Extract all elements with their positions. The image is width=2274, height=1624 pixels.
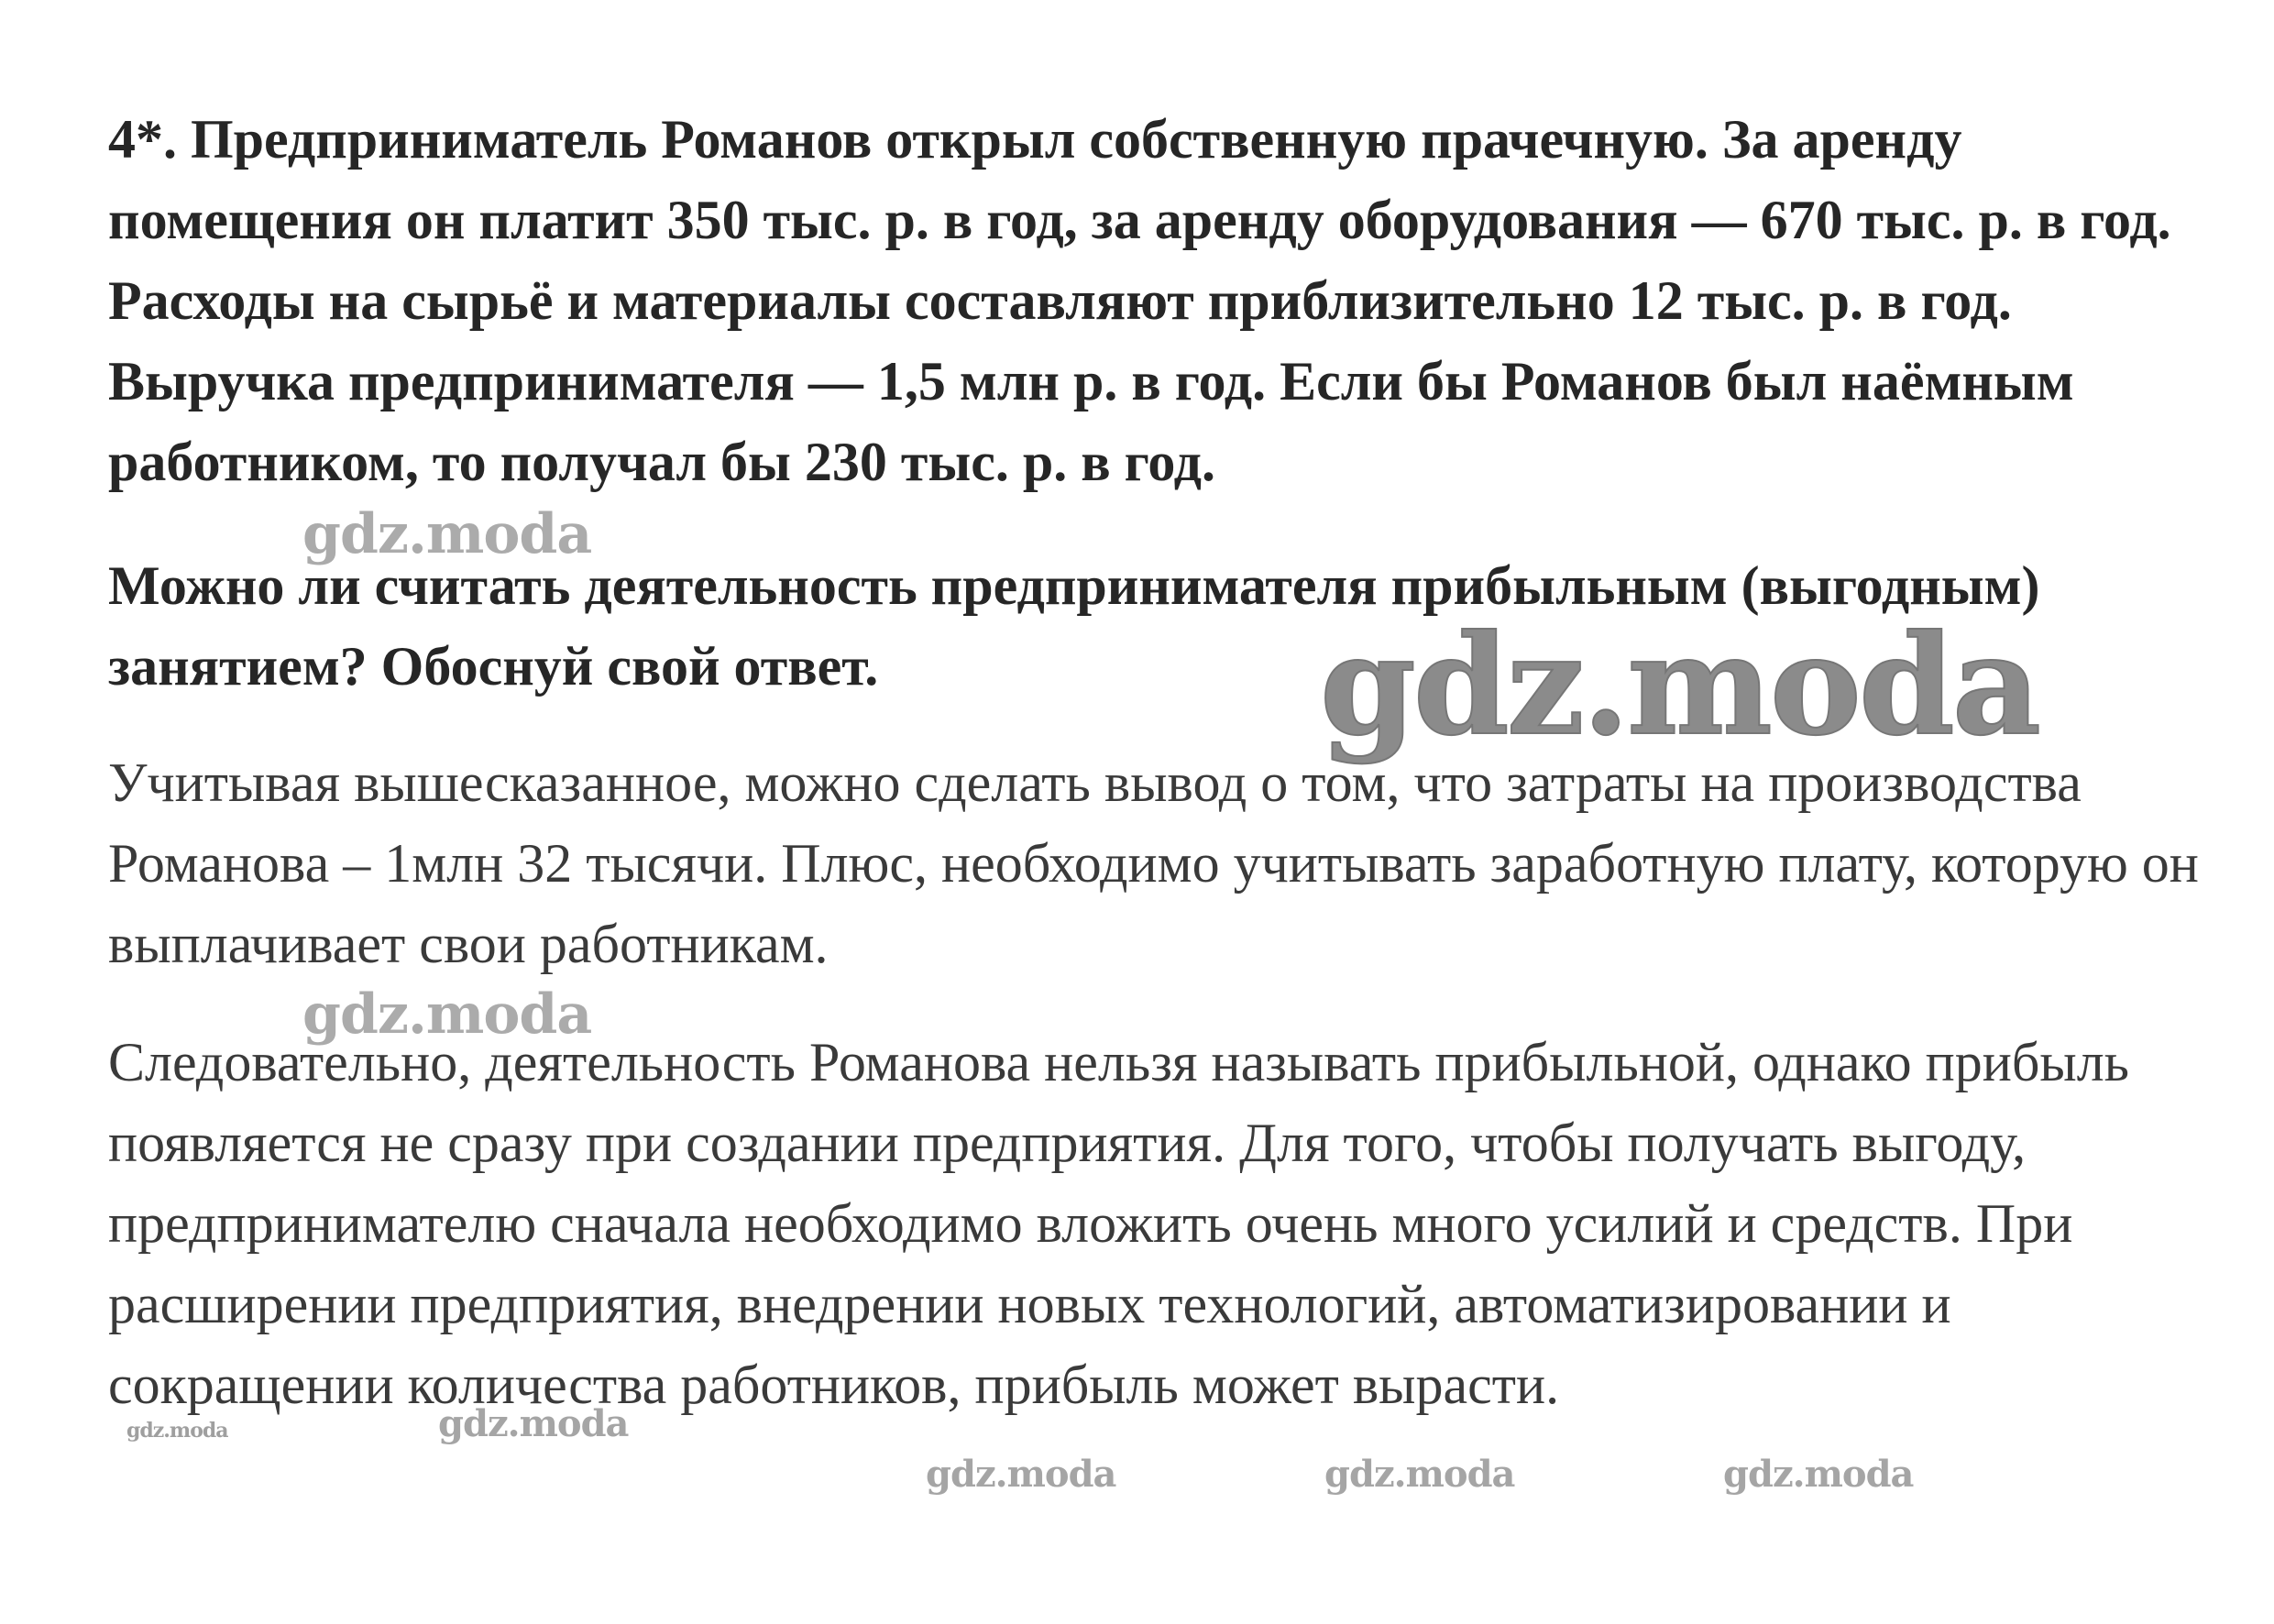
watermark-logo-tiny: gdz.moda — [126, 1419, 228, 1443]
answer-paragraph-2: Следовательно, деятельность Романова нельзя называть прибыльной, однако прибыль появляется не сразу при создании предприятия. Для того, чтобы получать выгоду, предпринимателю сначала необходимо вложить очень много усилий и средств. При расширении предприятия, внедрении новых технологий, автоматизировании и сокращении количества работников, прибыль может вырасти. — [108, 1032, 2130, 1415]
watermark-logo: gdz.moda — [302, 502, 592, 566]
watermark-logo-small: gdz.moda — [1723, 1453, 1914, 1496]
watermark-logo: gdz.moda — [302, 982, 592, 1047]
task-text: 4*. Предприниматель Романов открыл собственную прачечную. За аренду помещения он платит 350 тыс. р. в год, за аренду оборудования — 670 тыс. р. в год. Расходы на сырьё и материалы составляют приблизительно 12 тыс. р. в год. Выручка предпринимателя — 1,5 млн р. в год. Если бы Романов был наёмным работником, то получал бы 230 тыс. р. в год. — [108, 109, 2171, 492]
watermark-logo-small: gdz.moda — [1324, 1453, 1515, 1496]
answer-paragraph-1: Учитывая вышесказанное, можно сделать вывод о том, что затраты на производства Романова – 1млн 32 тысячи. Плюс, необходимо учитывать заработную плату, которую он выплачивает свои работникам. — [108, 752, 2199, 974]
question-text: Можно ли считать деятельность предпринимателя прибыльным (выгодным) занятием? Обоснуй свой ответ. — [108, 555, 2040, 697]
watermark-logo-small: gdz.moda — [438, 1402, 629, 1445]
watermark-logo-small: gdz.moda — [926, 1453, 1116, 1496]
watermark-logo-large: gdz.moda — [1320, 605, 2039, 766]
